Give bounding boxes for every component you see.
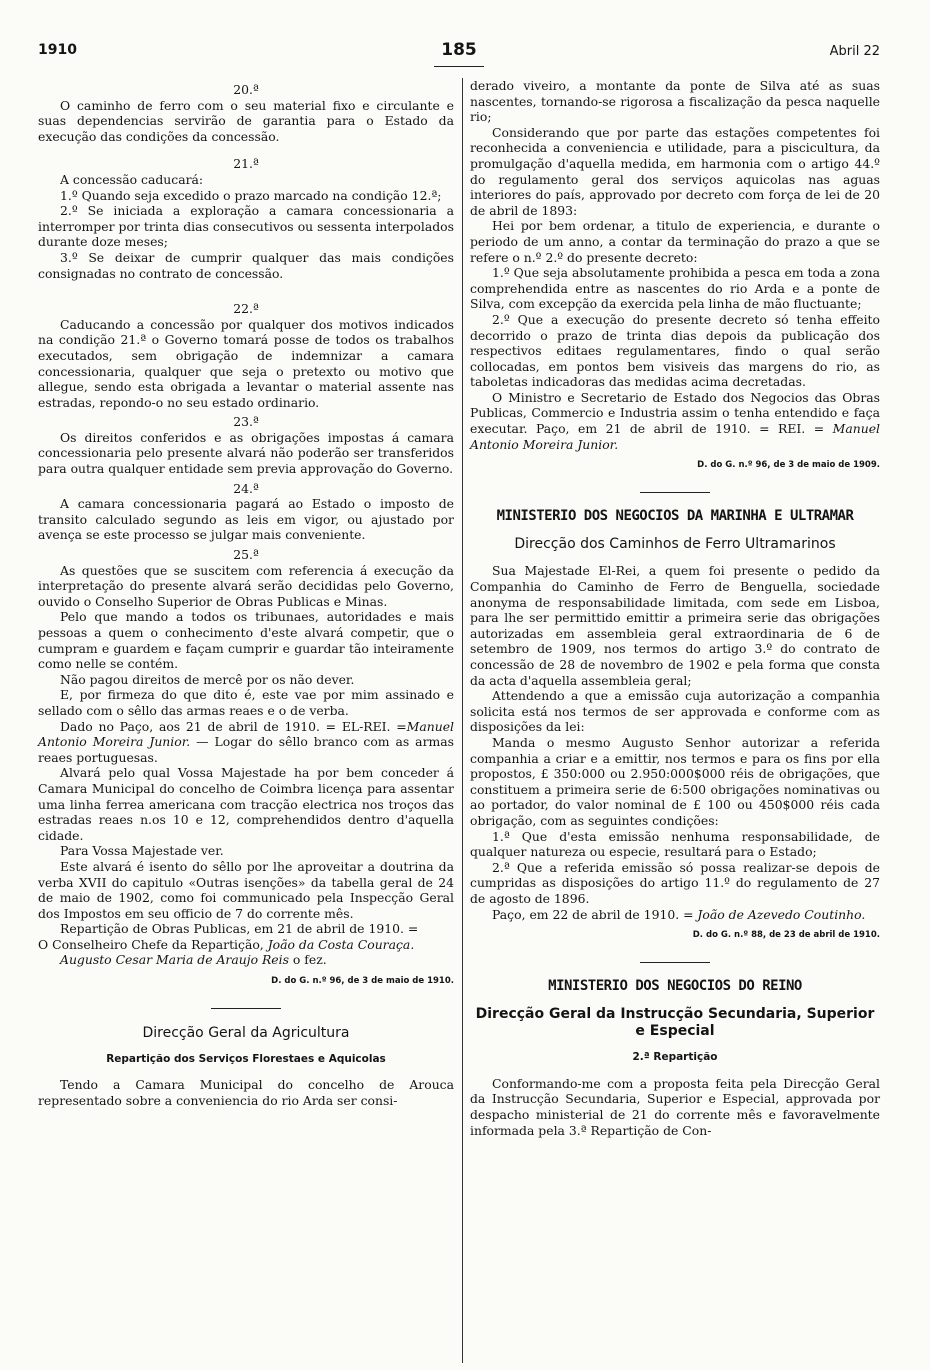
conselheiro-text: O Conselheiro Chefe da Repartição, <box>38 936 268 952</box>
column-divider <box>462 78 463 1363</box>
paragraph-nao-pagou: Não pagou direitos de mercê por os não dever. <box>60 671 355 687</box>
paragraph-reparticao: Repartição de Obras Publicas, em 21 de abril de 1910. = <box>60 921 419 937</box>
paragraph-hei: Hei por bem ordenar, a titulo de experiencia, e durante o periodo de um anno, a contar da terminação do prazo a que se refere o n.º 2.º do presente decreto: <box>470 218 880 265</box>
signature-augusto: Augusto Cesar Maria de Araujo Reis <box>60 952 289 968</box>
paco-text: Paço, em 22 de abril de 1910. = <box>492 906 698 922</box>
condition-20-text: O caminho de ferro com o seu material fixo e circulante e suas dependencias servirão de garantia para o Estado da execução das condições da concessão. <box>38 97 454 144</box>
citation-1: D. do G. n.º 96, de 3 de maio de 1910. <box>271 976 454 987</box>
signature-manuel: Manuel Antonio Moreira Junior. <box>38 718 454 750</box>
paragraph-para: Para Vossa Majestade ver. <box>60 843 224 859</box>
paragraph-cond-1: 1.ª Que d'esta emissão nenhuma responsabilidade, de qualquer natureza ou especie, resultará para o Estado; <box>470 828 880 860</box>
page-number: 185 <box>441 40 477 60</box>
paragraph-dado <box>38 719 454 766</box>
condition-25-text: As questões que se suscitem com referencia á execução da interpretação do presente alvará serão decididas pelo Governo, ouvido o Conselho Superior de Obras Publicas e Minas. <box>38 562 454 609</box>
fez-text: o fez. <box>288 952 327 968</box>
heading-segunda-reparticao: 2.ª Repartição <box>632 1051 718 1064</box>
paragraph-ministro <box>470 390 880 452</box>
paragraph-firmeza: E, por firmeza do que dito é, este vae por mim assinado e sellado com o sêllo das armas reaes e o de verba. <box>38 687 454 718</box>
heading-ministerio-reino: MINISTERIO DOS NEGOCIOS DO REINO <box>548 977 802 994</box>
citation-2: D. do G. n.º 96, de 3 de maio de 1909. <box>697 460 880 471</box>
condition-21-intro: A concessão caducará: <box>60 171 204 187</box>
ministro-text: O Ministro e Secretario de Estado dos Negocios das Obras Publicas, Commercio e Industria assim o tenha entendido e faça executar. Paço, em 21 de abril de 1910. = REI. = <box>470 389 880 437</box>
signature-joao-azevedo: João de Azevedo Coutinho. <box>697 906 866 922</box>
paragraph-conformando: Conformando-me com a proposta feita pela Direcção Geral da Instrucção Secundaria, Superior e Especial, approvada por despacho ministerial de 21 do corrente mês e favoravelmente informada pela 3.ª Repartição de Con- <box>470 1075 880 1138</box>
condition-22-title: 22.ª <box>233 301 259 317</box>
paragraph-conselheiro <box>38 937 454 953</box>
heading-ministerio-marinha: MINISTERIO DOS NEGOCIOS DA MARINHA E ULTRAMAR <box>496 507 854 524</box>
condition-22-text: Caducando a concessão por qualquer dos motivos indicados na condição 21.ª o Governo tomará posse de todos os trabalhos executados, sem obrigação de indemnizar a camara concessionaria, qualquer que seja o pretexto ou motivo que allegue, sendo esta obrigada a levantar o material assente nas estradas, repondo-o no seu estado ordinario. <box>38 316 454 410</box>
condition-24-text: A camara concessionaria pagará ao Estado o imposto de transito calculado segundo as leis em vigor, ou ajustado por avença se este processo se julgar mais conveniente. <box>38 496 454 543</box>
condition-25-title: 25.ª <box>233 547 259 563</box>
condition-24-title: 24.ª <box>233 480 259 496</box>
paragraph-augusto <box>38 952 454 968</box>
condition-21-item-2: 2.º Se iniciada a exploração a camara concessionaria a interromper por trinta dias consecutivos ou sessenta interpolados durante doze meses; <box>38 203 454 250</box>
paragraph-item-2: 2.º Que a execução do presente decreto só tenha effeito decorrido o prazo de trinta dias depois da publicação dos respectivos editaes regulamentares, findo o qual serão collocadas, em pontos bem visiveis das margens do rio, as taboletas indicadoras das medidas acima decretadas. <box>470 311 880 390</box>
heading-direccao-instrucao: Direcção Geral da Instrucção Secundaria, Superior e Especial <box>475 1006 875 1040</box>
section-separator <box>640 962 710 963</box>
paragraph-continuation: derado viveiro, a montante da ponte de Silva até as suas nascentes, tornando-se rigorosa a fiscalização da pesca naquelle rio; <box>470 78 880 125</box>
paragraph-item-1: 1.º Que seja absolutamente prohibida a pesca em toda a zona comprehendida entre as nascentes do rio Arda e a ponte de Silva, com excepção da exercida pela linha de mão fluctuante; <box>470 265 880 312</box>
logar-text: — Logar do sêllo branco com as armas reaes portuguesas. <box>38 734 454 765</box>
condition-23-title: 23.ª <box>233 414 259 430</box>
left-column <box>38 78 454 1108</box>
paragraph-sua-majestade: Sua Majestade El-Rei, a quem foi presente o pedido da Companhia do Caminho de Ferro de Benguella, sociedade anonyma de responsabilidade limitada, com sede em Lisboa, para lhe ser permittido emittir a primeira serie das obrigações autorizadas em assembleia geral extraordinaria de 6 de setembro de 1909, nos termos do artigo 3.º do contrato de concessão de 28 de novembro de 1902 e pela forma que consta da acta d'aquella assembleia geral; <box>470 563 880 688</box>
paragraph-cond-2: 2.ª Que a referida emissão só possa realizar-se depois de cumpridas as disposições do artigo 11.º do regulamento de 27 de agosto de 1896. <box>470 859 880 906</box>
paragraph-alvara: Alvará pelo qual Vossa Majestade ha por bem conceder á Camara Municipal do concelho de Coimbra licença para assentar uma linha ferrea americana com tracção electrica nos troços das estradas reaes n.os 10 e 12, comprehendidos dentro d'aquella cidade. <box>38 765 454 843</box>
paragraph-isento: Este alvará é isento do sêllo por lhe aproveitar a doutrina da verba XVII do capitulo «Outras isenções» da tabella geral de 24 de maio de 1902, como foi communicado pela Inspecção Geral dos Impostos em seu officio de 7 do corrente mês. <box>38 858 454 921</box>
signature-manuel-right: Manuel Antonio Moreira Junior. <box>470 421 880 452</box>
header-year: 1910 <box>38 42 77 58</box>
header-rule <box>434 66 484 67</box>
dado-text: Dado no Paço, aos 21 de abril de 1910. = EL-REI. = <box>60 718 407 734</box>
section-separator <box>211 1008 281 1009</box>
paragraph-paco <box>470 907 880 923</box>
paragraph-attendendo: Attendendo a que a emissão cuja autorização a companhia solicita está nos termos de ser approvada e conforme com as disposições da lei: <box>470 688 880 735</box>
condition-21-title: 21.ª <box>233 156 259 172</box>
paragraph-considerando: Considerando que por parte das estações competentes foi reconhecida a conveniencia e utilidade, para a piscicultura, da promulgação d'aquella medida, em harmonia com o artigo 44.º do regulamento geral dos serviços aquicolas nas aguas interiores do país, approvado por decreto com força de lei de 20 de abril de 1893: <box>470 124 880 218</box>
condition-23-text: Os direitos conferidos e as obrigações impostas á camara concessionaria pelo presente alvará não poderão ser transferidos para outra qualquer entidade sem previa approvação do Governo. <box>38 429 454 477</box>
paragraph-mando: Pelo que mando a todos os tribunaes, autoridades e mais pessoas a quem o conhecimento d'este alvará competir, que o cumpram e guardem e façam cumprir e guardar tão inteiramente como nelle se contém. <box>38 609 454 672</box>
condition-21-item-3: 3.º Se deixar de cumprir qualquer das mais condições consignadas no contrato de concessão. <box>38 249 454 281</box>
heading-direccao-caminhos: Direcção dos Caminhos de Ferro Ultramarinos <box>514 536 836 553</box>
right-column <box>470 78 880 1138</box>
paragraph-manda: Manda o mesmo Augusto Senhor autorizar a referida companhia a criar e a emittir, nos termos e para os fins por ella propostos, £ 350:000 ou 2.950:000$000 réis de obrigações, que constituem a primeira serie de 6:500 obrigações nominativas ou ao portador, do valor nominal de £ 100 ou 450$000 réis cada obrigação, com as seguintes condições: <box>470 734 880 828</box>
header-date: Abril 22 <box>829 44 880 59</box>
heading-reparticao-florestaes: Repartição dos Serviços Florestaes e Aquicolas <box>106 1052 386 1065</box>
condition-20-title: 20.ª <box>233 82 259 97</box>
paragraph-tendo: Tendo a Camara Municipal do concelho de Arouca representado sobre a conveniencia do rio Arda ser consi- <box>38 1077 454 1108</box>
page-header <box>38 40 880 70</box>
section-separator <box>640 492 710 493</box>
signature-joao-couraca: João da Costa Couraça. <box>267 936 415 952</box>
condition-21-item-1: 1.º Quando seja excedido o prazo marcado na condição 12.ª; <box>60 187 442 203</box>
citation-3: D. do G. n.º 88, de 23 de abril de 1910. <box>692 930 880 941</box>
heading-direccao-agricultura: Direcção Geral da Agricultura <box>142 1024 350 1041</box>
